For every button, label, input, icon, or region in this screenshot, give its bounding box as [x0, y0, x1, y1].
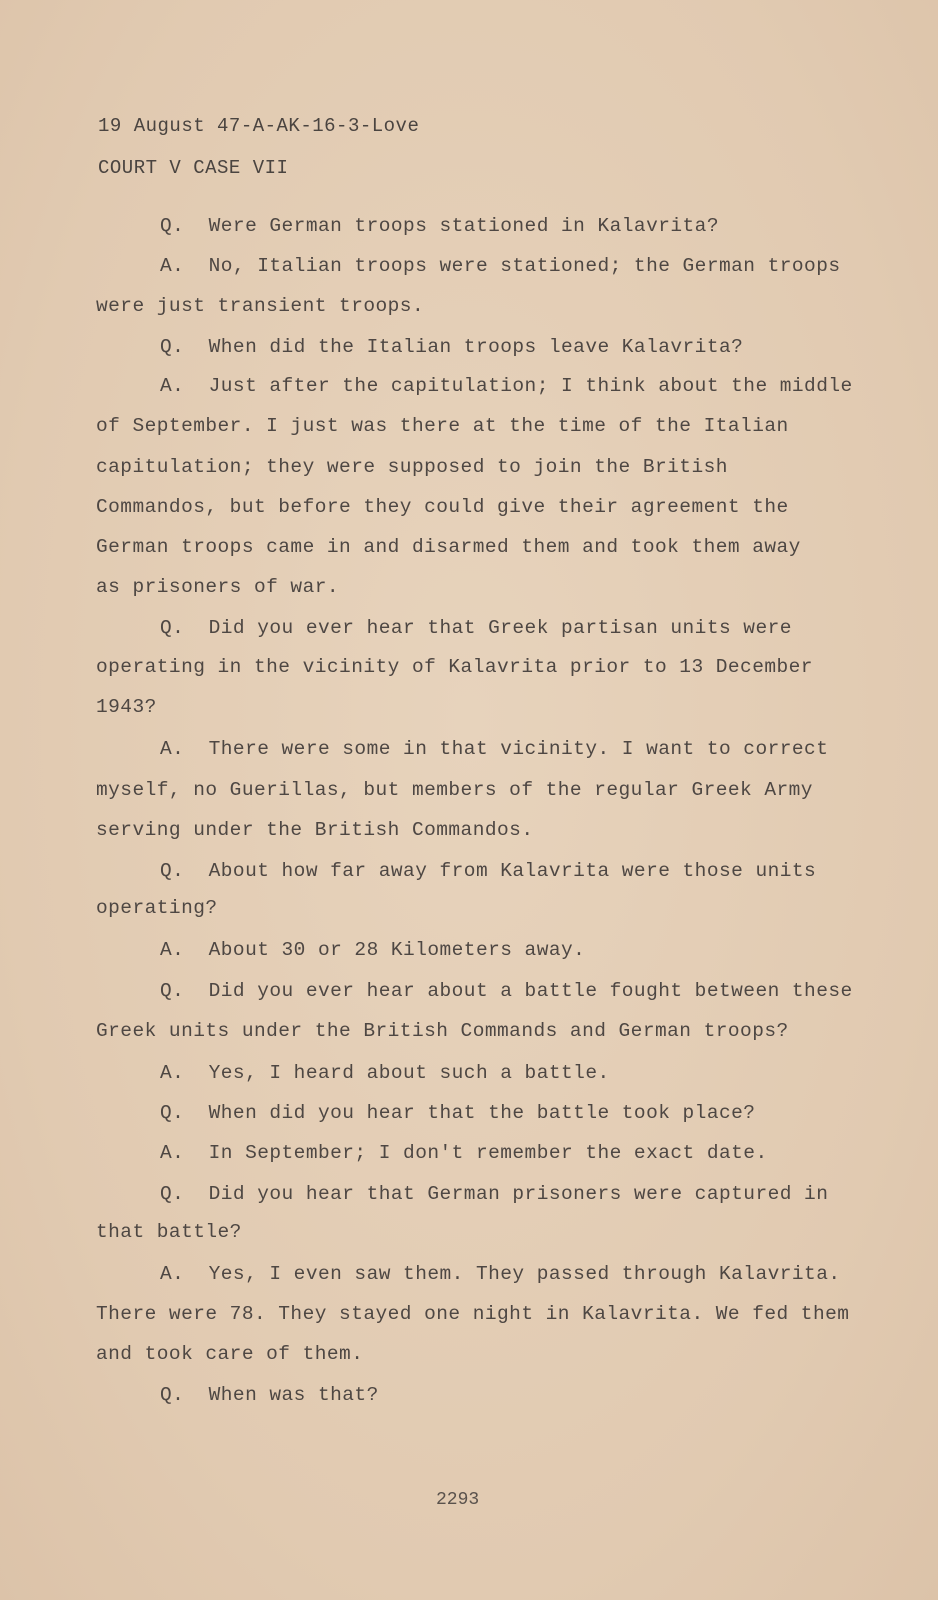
transcript-line: A. There were some in that vicinity. I want to correct — [160, 738, 829, 760]
transcript-line: A. Yes, I even saw them. They passed through Kalavrita. — [160, 1263, 841, 1285]
transcript-line: A. Just after the capitulation; I think about the middle — [160, 375, 853, 397]
transcript-line: Q. Did you ever hear that Greek partisan units were — [160, 617, 792, 639]
transcript-line: A. No, Italian troops were stationed; the German troops — [160, 255, 841, 277]
transcript-line: capitulation; they were supposed to join the British — [96, 456, 728, 478]
transcript-line: were just transient troops. — [96, 295, 425, 317]
transcript-line: operating in the vicinity of Kalavrita prior to 13 December — [96, 656, 813, 678]
transcript-line: operating? — [96, 897, 218, 919]
transcript-line: Q. Were German troops stationed in Kalavrita? — [160, 215, 719, 237]
transcript-line: Q. About how far away from Kalavrita were those units — [160, 860, 817, 882]
transcript-line: serving under the British Commandos. — [96, 819, 534, 841]
transcript-line: that battle? — [96, 1221, 242, 1243]
transcript-line: as prisoners of war. — [96, 576, 340, 598]
transcript-line: Q. When did you hear that the battle took place? — [160, 1102, 756, 1124]
transcript-line: There were 78. They stayed one night in Kalavrita. We fed them — [96, 1303, 850, 1325]
transcript-line: of September. I just was there at the time of the Italian — [96, 415, 789, 437]
transcript-line: Commandos, but before they could give their agreement the — [96, 496, 789, 518]
document-reference: 19 August 47-A-AK-16-3-Love — [98, 115, 420, 137]
transcript-line: 1943? — [96, 696, 157, 718]
transcript-line: A. In September; I don't remember the exact date. — [160, 1142, 768, 1164]
transcript-line: myself, no Guerillas, but members of the regular Greek Army — [96, 779, 813, 801]
transcript-line: A. Yes, I heard about such a battle. — [160, 1062, 610, 1084]
transcript-line: Q. When did the Italian troops leave Kalavrita? — [160, 336, 744, 358]
transcript-line: Q. Did you ever hear about a battle fought between these — [160, 980, 853, 1002]
transcript-line: Q. When was that? — [160, 1384, 379, 1406]
court-case-heading: COURT V CASE VII — [98, 157, 289, 179]
transcript-line: and took care of them. — [96, 1343, 364, 1365]
transcript-line: A. About 30 or 28 Kilometers away. — [160, 939, 586, 961]
page-number: 2293 — [436, 1490, 480, 1510]
transcript-line: Q. Did you hear that German prisoners were captured in — [160, 1183, 829, 1205]
transcript-line: Greek units under the British Commands and German troops? — [96, 1020, 789, 1042]
transcript-line: German troops came in and disarmed them and took them away — [96, 536, 801, 558]
